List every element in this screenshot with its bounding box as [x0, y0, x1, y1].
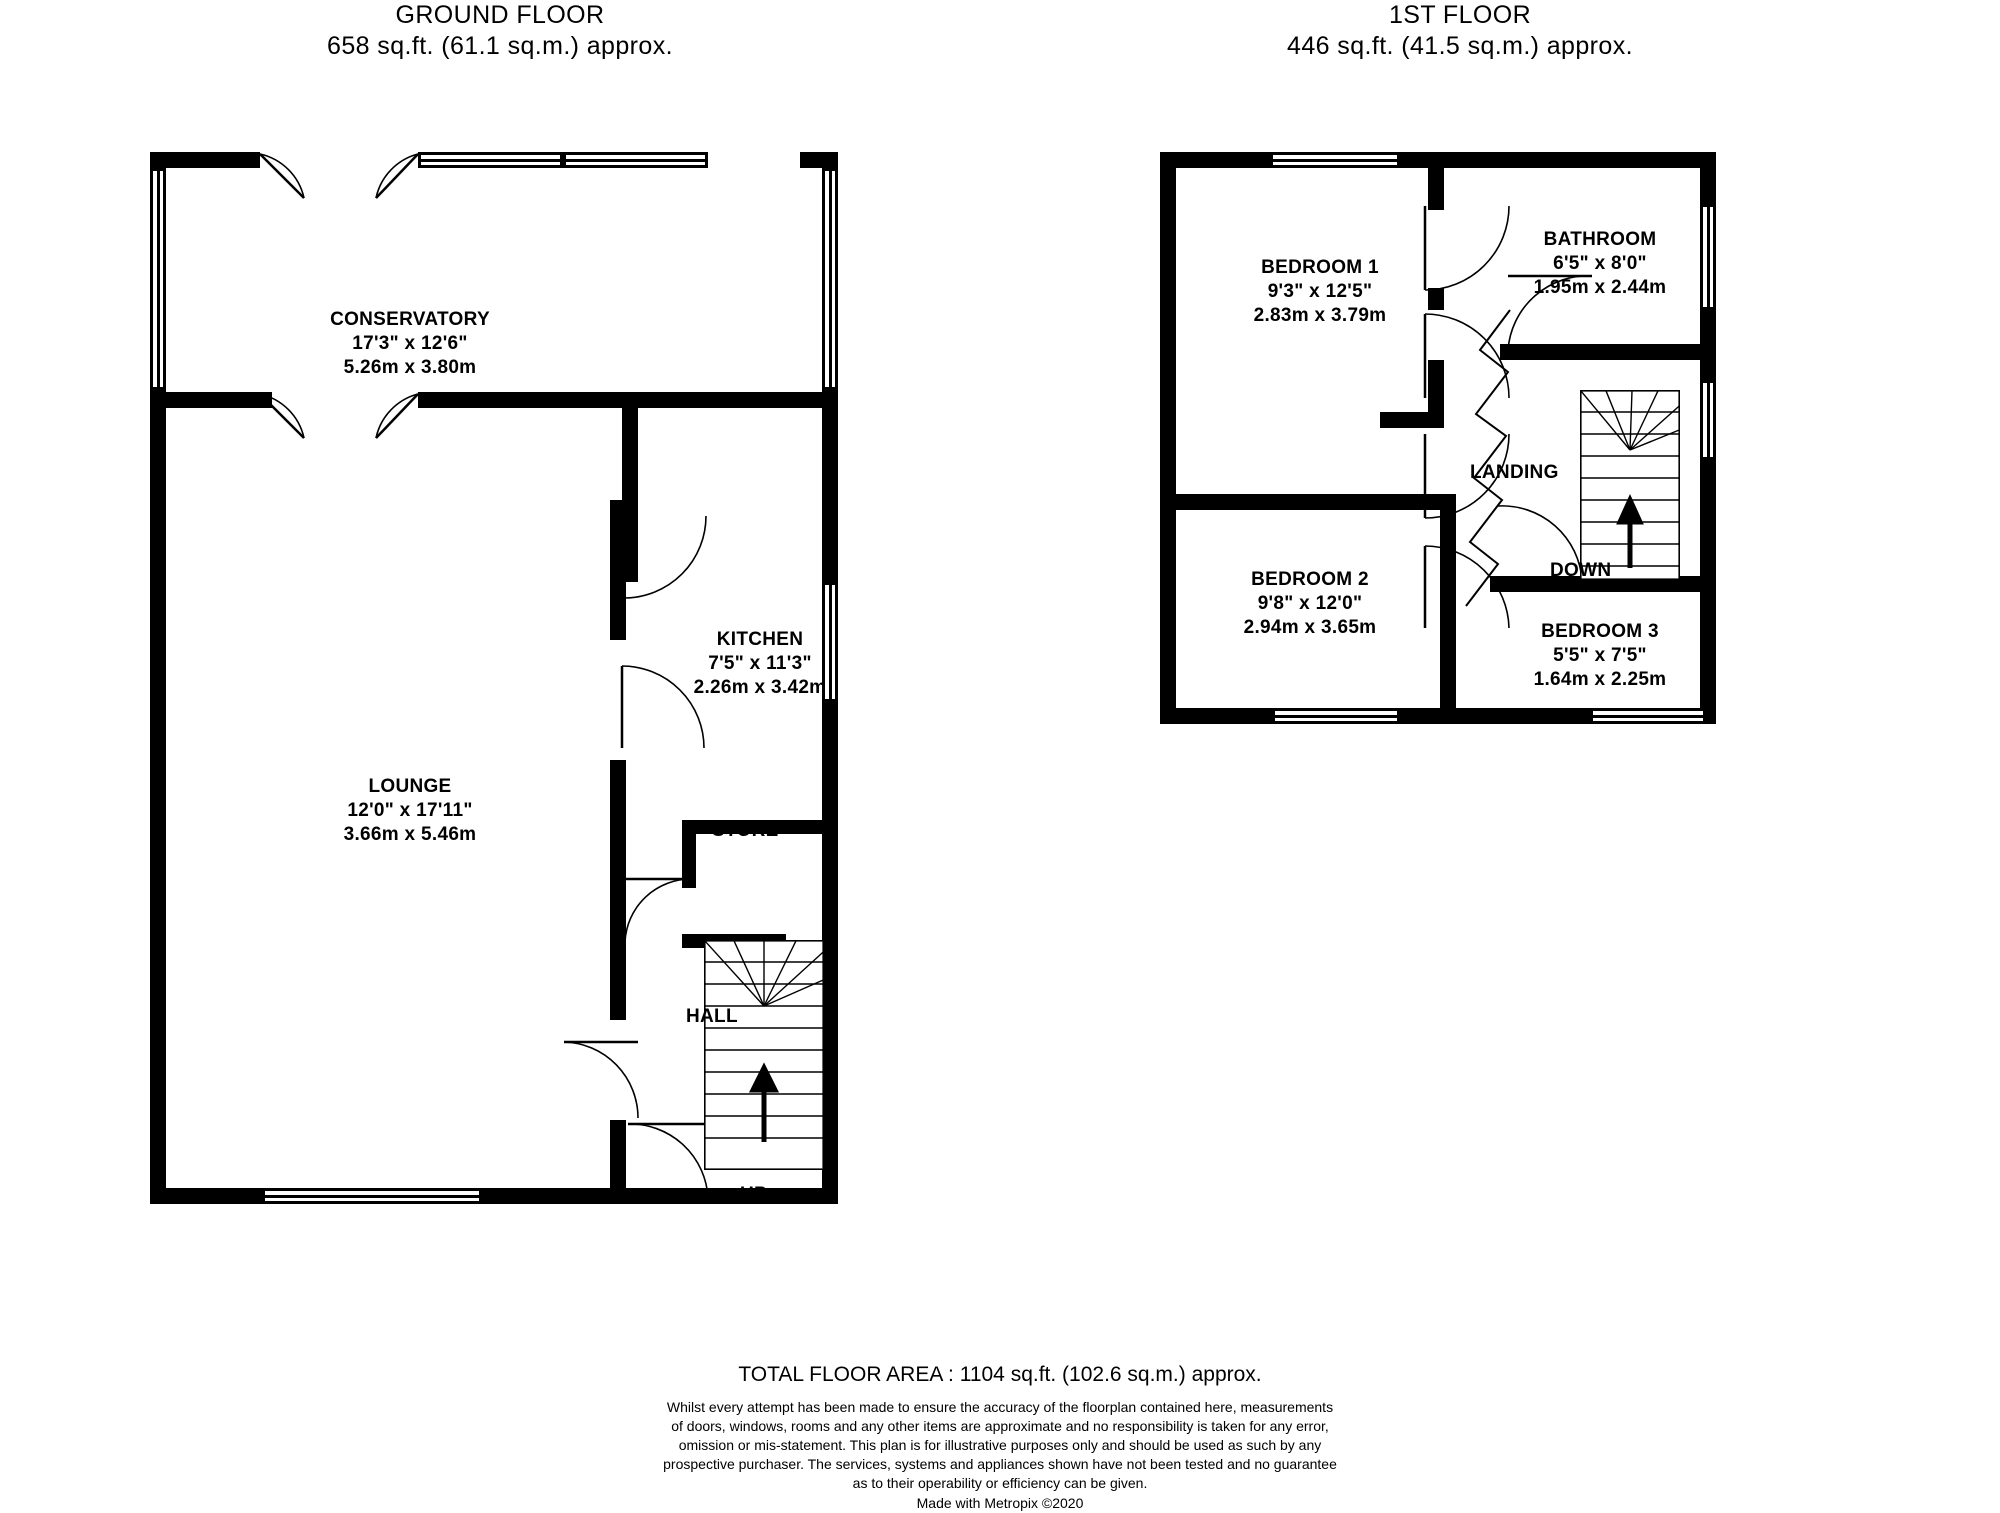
wall-bedroom1-jog — [1380, 412, 1444, 428]
room-name: BEDROOM 2 — [1251, 569, 1369, 590]
disclaimer-line-3: omission or mis-statement. This plan is for illustrative purposes only and should be used as such by any — [678, 1437, 1322, 1453]
room-name: BEDROOM 3 — [1541, 621, 1659, 642]
room-label-conservatory — [250, 308, 570, 380]
window-bedroom1-top — [1270, 152, 1400, 168]
room-dim-metres: 3.66m x 5.46m — [343, 824, 477, 845]
wall-conservatory-corner-tl — [150, 152, 166, 168]
room-dim-feet: 7'5" x 11'3" — [708, 653, 812, 674]
staircase-up — [704, 940, 824, 1170]
wall-lounge-top-left — [150, 392, 272, 408]
ground-floor-plan — [0, 60, 900, 1205]
door-kitchen — [620, 512, 716, 608]
total-floor-area: TOTAL FLOOR AREA : 1104 sq.ft. (102.6 sq.m.) approx. — [738, 1363, 1262, 1386]
label-landing: LANDING — [1470, 462, 1559, 483]
wall-first-right-1 — [1700, 152, 1716, 204]
footer — [0, 1360, 2000, 1513]
window-lounge-bottom — [262, 1188, 482, 1204]
ground-floor-heading — [130, 0, 870, 62]
door-hall-front — [624, 1120, 714, 1204]
room-dim-metres: 5.26m x 3.80m — [343, 357, 477, 378]
room-dim-feet: 9'8" x 12'0" — [1257, 593, 1363, 614]
window-conservatory-top-2 — [563, 152, 708, 168]
wall-first-bottom-1 — [1160, 708, 1272, 724]
label-up: UP — [740, 1184, 767, 1205]
door-store — [622, 876, 698, 948]
window-landing-right — [1700, 380, 1716, 460]
room-dim-feet: 9'3" x 12'5" — [1267, 281, 1373, 302]
disclaimer-line-2: of doors, windows, rooms and any other items are approximate and no responsibility is taken for any error, — [671, 1418, 1329, 1434]
ground-floor-area: 658 sq.ft. (61.1 sq.m.) approx. — [327, 32, 673, 60]
window-bedroom3-bottom — [1590, 708, 1706, 724]
wall-first-bottom-2 — [1400, 708, 1590, 724]
room-label-bathroom — [1460, 228, 1740, 300]
disclaimer-line-1: Whilst every attempt has been made to ensure the accuracy of the floorplan contained here, measurements — [666, 1399, 1334, 1415]
label-store: STORE — [712, 820, 779, 841]
window-conservatory-left — [150, 168, 166, 390]
wall-lounge-left — [150, 392, 166, 1204]
door-conservatory-french — [258, 152, 423, 214]
room-label-kitchen — [620, 628, 900, 700]
wall-kitchen-top — [622, 392, 838, 408]
wall-lounge-bottom-left — [150, 1188, 262, 1204]
room-dim-feet: 17'3" x 12'6" — [352, 333, 468, 354]
label-down: DOWN — [1550, 560, 1612, 581]
wall-first-top-left — [1160, 152, 1270, 168]
wall-lounge-bottom-right — [482, 1188, 622, 1204]
first-floor-area: 446 sq.ft. (41.5 sq.m.) approx. — [1287, 32, 1633, 60]
room-dim-feet: 6'5" x 8'0" — [1553, 253, 1647, 274]
wall-conservatory-corner-tr — [822, 152, 838, 168]
disclaimer-line-5: as to their operability or efficiency can be given. — [852, 1475, 1148, 1491]
first-floor-heading — [1090, 0, 1830, 62]
ground-floor-title: GROUND FLOOR — [395, 1, 605, 29]
room-label-bedroom1 — [1180, 256, 1460, 328]
room-dim-metres: 2.26m x 3.42m — [693, 677, 827, 698]
wall-bedroom2-top — [1160, 494, 1440, 510]
first-floor-plan — [1020, 60, 1920, 1110]
window-conservatory-right — [822, 168, 838, 390]
first-floor-title: 1ST FLOOR — [1388, 1, 1532, 29]
room-dim-metres: 2.94m x 3.65m — [1243, 617, 1377, 638]
wall-house-right-upper — [822, 392, 838, 582]
made-with-credit: Made with Metropix ©2020 — [916, 1495, 1084, 1511]
room-name: BATHROOM — [1543, 229, 1657, 250]
room-label-lounge — [250, 775, 570, 847]
room-dim-metres: 2.83m x 3.79m — [1253, 305, 1387, 326]
room-name: BEDROOM 1 — [1261, 257, 1379, 278]
door-lounge-hall-lower — [554, 1038, 644, 1128]
room-name: CONSERVATORY — [330, 309, 490, 330]
wall-first-bottom-3 — [1706, 708, 1716, 724]
room-name: KITCHEN — [716, 629, 804, 650]
room-label-bedroom2 — [1170, 568, 1450, 640]
disclaimer-line-4: prospective purchaser. The services, systems and appliances shown have not been tested and no guarantee — [663, 1456, 1337, 1472]
window-conservatory-top-1 — [418, 152, 563, 168]
wall-conservatory-top-left — [150, 152, 260, 168]
room-name: LOUNGE — [368, 776, 452, 797]
room-dim-feet: 12'0" x 17'11" — [347, 800, 473, 821]
wall-first-top-mid — [1400, 152, 1716, 168]
room-label-bedroom3 — [1460, 620, 1740, 692]
wall-house-right-lower — [822, 702, 838, 1204]
wall-lounge-top-mid — [418, 392, 638, 408]
window-bedroom2-bottom — [1272, 708, 1400, 724]
room-dim-feet: 5'5" x 7'5" — [1553, 645, 1647, 666]
room-dim-metres: 1.64m x 2.25m — [1533, 669, 1667, 690]
door-lounge-conservatory — [258, 392, 423, 454]
label-hall: HALL — [686, 1006, 738, 1027]
room-dim-metres: 1.95m x 2.44m — [1533, 277, 1667, 298]
